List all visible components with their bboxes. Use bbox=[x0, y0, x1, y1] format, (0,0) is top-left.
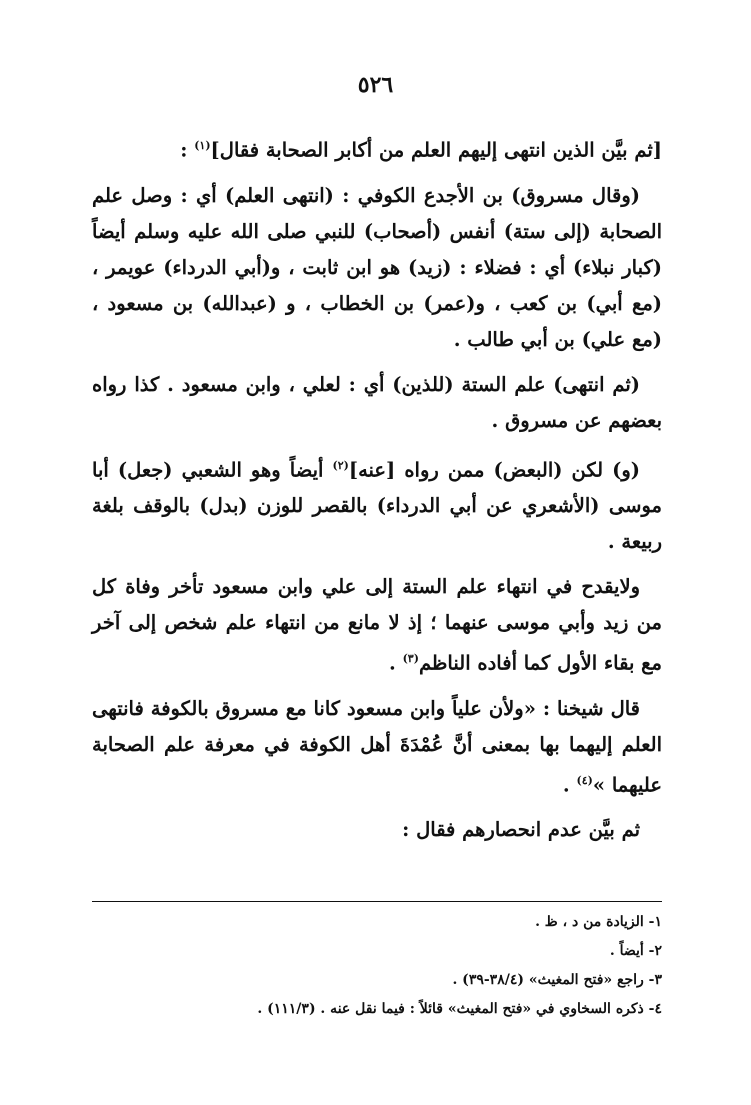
paragraph: (ثم انتهى) علم الستة (للذين) أي : لعلي ، وابن مسعود . كذا رواه بعضهم عن مسروق . bbox=[92, 372, 662, 432]
main-text bbox=[92, 128, 662, 857]
paragraph-tail: : bbox=[180, 138, 195, 162]
paragraph bbox=[92, 569, 662, 682]
paragraph-text: (و) لكن (البعض) ممن رواه [عنه] bbox=[348, 458, 640, 481]
footnote: ٣- راجع «فتح المغيث» (٣٨/٤-٣٩) . bbox=[452, 972, 662, 988]
paragraph-tail: . bbox=[562, 773, 577, 796]
paragraph-text: ولايقدح في انتهاء علم الستة إلى علي وابن مسعود تأخر وفاة كل من زيد وأبي موسى عنهما ؛ إذ لا مانع من انتهاء علم شخص إلى آخر مع بقاء الأول كما أفاده الناظم bbox=[92, 575, 662, 675]
paragraph bbox=[92, 691, 662, 804]
footnote: ١- الزيادة من د ، ظ . bbox=[535, 914, 662, 930]
footnote-reference: (٤) bbox=[576, 773, 593, 787]
paragraph: ثم بيَّن عدم انحصارهم فقال : bbox=[402, 818, 640, 841]
page-number: ٥٢٦ bbox=[357, 72, 394, 98]
footnote: ٤- ذكره السخاوي في «فتح المغيث» قائلاً : فيما نقل عنه . (١١١/٣) . bbox=[257, 1001, 662, 1017]
footnote-reference: (١) bbox=[194, 139, 211, 152]
footnote-reference: (٢) bbox=[332, 458, 349, 472]
paragraph bbox=[92, 128, 662, 169]
paragraph-tail: . bbox=[389, 651, 403, 675]
footnote-divider bbox=[92, 901, 662, 902]
paragraph bbox=[92, 448, 662, 561]
paragraph-text: [ثم بيَّن الذين انتهى إليهم العلم من أكابر الصحابة فقال] bbox=[210, 138, 662, 162]
footnote: ٢- أيضاً . bbox=[609, 943, 662, 959]
paragraph-text: قال شيخنا : «ولأن علياً وابن مسعود كانا مع مسروق بالكوفة فانتهى العلم إليهما بها بمعنى أنَّ عُمْدَةَ أهل الكوفة في معرفة علم الصحابة عليهما » bbox=[92, 696, 662, 796]
paragraph-tail: أيضاً وهو الشعبي (جعل) أبا موسى (الأشعري عن أبي الدرداء) بالقصر للوزن (بدل) بالوقف بلغة ربيعة . bbox=[92, 458, 662, 553]
footnote-reference: (٣) bbox=[402, 652, 419, 665]
paragraph: (وقال مسروق) بن الأجدع الكوفي : (انتهى العلم) أي : وصل علم الصحابة (إلى ستة) أنفس (أصحاب) للنبي صلى الله عليه وسلم أيضاً (كبار نبلاء) أي : فضلاء : (زيد) هو ابن ثابت ، و(أبي الدرداء) عويمر ، (مع أبي) بن كعب ، و(عمر) بن الخطاب ، و (عبدالله) بن مسعود ، (مع علي) بن أبي طالب . bbox=[92, 183, 662, 351]
footnotes bbox=[92, 908, 662, 1024]
